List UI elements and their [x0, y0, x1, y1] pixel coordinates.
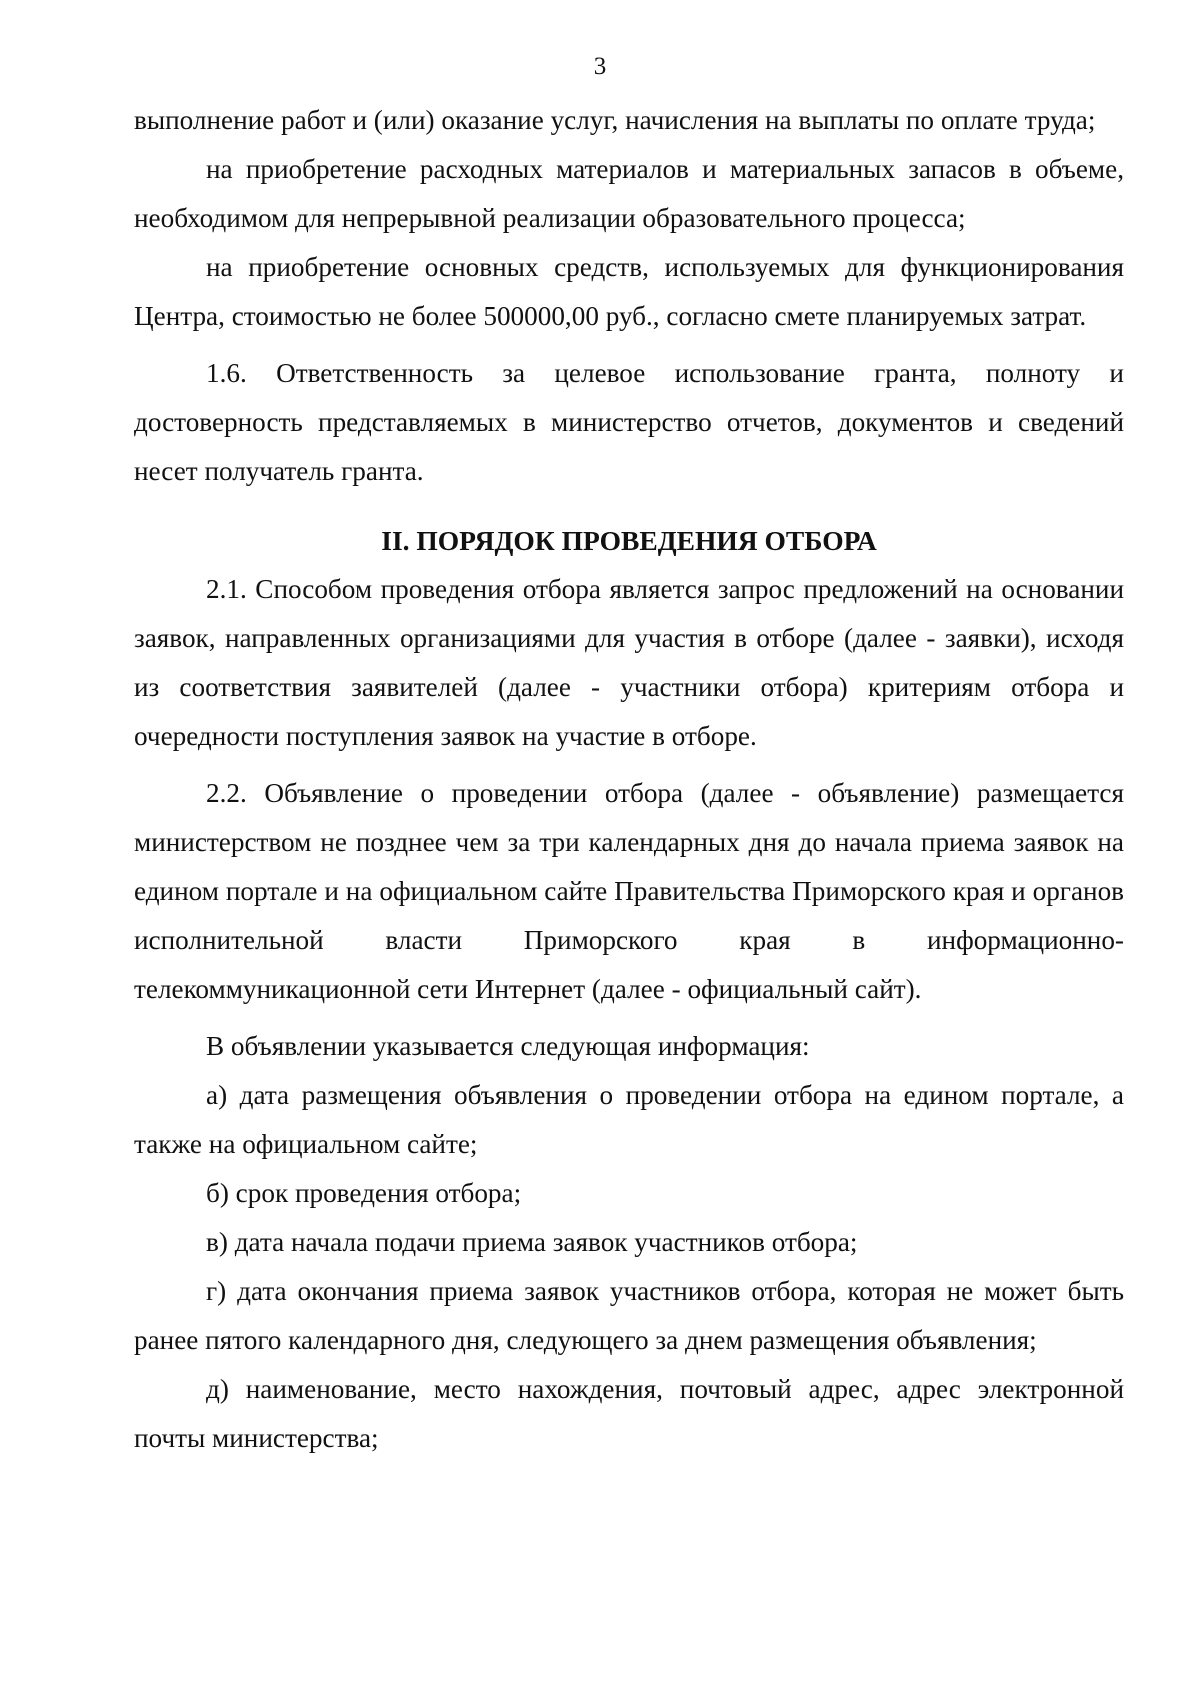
list-item-v: в) дата начала подачи приема заявок участников отбора; — [206, 1227, 858, 1257]
section-heading: II. ПОРЯДОК ПРОВЕДЕНИЯ ОТБОРА — [381, 525, 877, 556]
paragraph-announcement-intro: В объявлении указывается следующая информация: — [206, 1031, 810, 1061]
paragraph-materials: на приобретение расходных материалов и материальных запасов в объеме, необходимом для непрерывной реализации образовательного процесса; — [134, 154, 1124, 233]
paragraph-2-1: 2.1. Способом проведения отбора является запрос предложений на основании заявок, направленных организациями для участия в отборе (далее - заявки), исходя из соответствия заявителей (далее - участники отбора) критериям отбора и очередности поступления заявок на участие в отборе. — [134, 574, 1124, 751]
paragraph-fixed-assets: на приобретение основных средств, используемых для функционирования Центра, стоимостью не более 500000,00 руб., согласно смете планируемых затрат. — [134, 252, 1124, 331]
document-body — [134, 96, 1124, 1463]
list-item-a: а) дата размещения объявления о проведении отбора на едином портале, а также на официальном сайте; — [134, 1080, 1124, 1159]
page-number: 3 — [593, 53, 607, 80]
paragraph-2-2: 2.2. Объявление о проведении отбора (далее - объявление) размещается министерством не позднее чем за три календарных дня до начала приема заявок на едином портале и на официальном сайте Правительства Приморского края и органов исполнительной власти Приморского края в информационно-телекоммуникационной сети Интернет (далее - официальный сайт). — [134, 778, 1124, 1004]
list-item-d: д) наименование, место нахождения, почтовый адрес, адрес электронной почты министерства; — [134, 1374, 1124, 1453]
paragraph-1-6: 1.6. Ответственность за целевое использование гранта, полноту и достоверность представляемых в министерство отчетов, документов и сведений несет получатель гранта. — [134, 358, 1124, 486]
list-item-b: б) срок проведения отбора; — [206, 1178, 522, 1208]
paragraph-labor-costs: выполнение работ и (или) оказание услуг, начисления на выплаты по оплате труда; — [134, 105, 1096, 135]
list-item-g: г) дата окончания приема заявок участников отбора, которая не может быть ранее пятого календарного дня, следующего за днем размещения объявления; — [134, 1276, 1124, 1355]
